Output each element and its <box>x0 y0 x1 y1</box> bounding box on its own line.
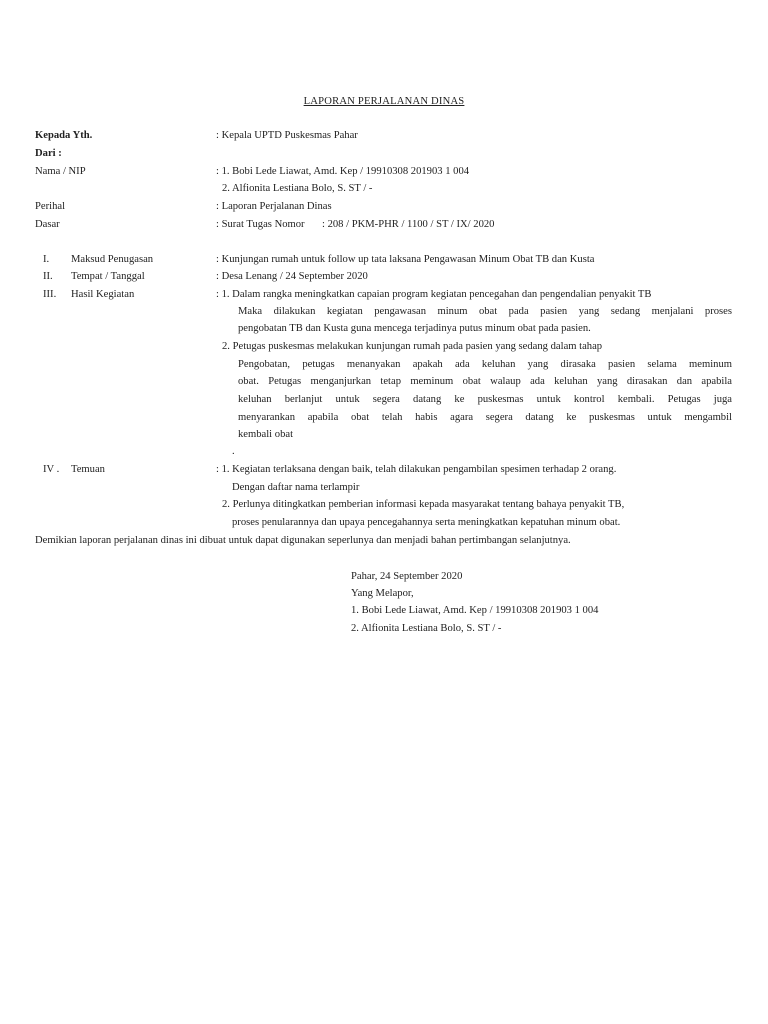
section-1-number: I. <box>43 254 50 265</box>
dari-label: Dari : <box>35 148 62 159</box>
section-3-point-2-line-6: kembali obat <box>238 429 294 440</box>
perihal-value: : Laporan Perjalanan Dinas <box>216 201 332 212</box>
signature-reporter-1: 1. Bobi Lede Liawat, Amd. Kep / 19910308 201903 1 004 <box>351 605 599 616</box>
signature-reporter-label: Yang Melapor, <box>351 588 414 599</box>
section-3-point-2-line-5: menyarankan apabila obat telah habis agara segera datang ke puskesmas untuk mengambil <box>238 412 732 423</box>
dasar-label: Dasar <box>35 219 60 230</box>
section-1-label: Maksud Penugasan <box>71 254 154 265</box>
perihal-label: Perihal <box>35 201 66 212</box>
section-3-point-1-line-1: : 1. Dalam rangka meningkatkan capaian program kegiatan pencegahan dan pengendalian penyakit TB <box>216 289 652 300</box>
section-2-value: : Desa Lenang / 24 September 2020 <box>216 271 368 282</box>
document-title: LAPORAN PERJALANAN DINAS <box>303 96 465 107</box>
section-3-point-1-line-3: pengobatan TB dan Kusta guna mencega terjadinya putus minum obat pada pasien. <box>238 323 591 334</box>
section-4-label: Temuan <box>71 464 105 475</box>
section-3-point-2-line-2: Pengobatan, petugas menanyakan apakah ada keluhan yang dirasaka pasien selama meminum <box>238 359 732 370</box>
section-2-number: II. <box>43 271 53 282</box>
section-3-trailing-dot: . <box>232 446 235 457</box>
section-3-point-1-line-2: Maka dilakukan kegiatan pengawasan minum obat pada pasien yang sedang menjalani proses <box>238 306 732 317</box>
signature-place-date: Pahar, 24 September 2020 <box>351 571 463 582</box>
nama-value-2: 2. Alfionita Lestiana Bolo, S. ST / - <box>222 183 373 194</box>
section-3-label: Hasil Kegiatan <box>71 289 135 300</box>
section-4-point-2-line-2: proses penularannya dan upaya pencegahannya serta meningkatkan kepatuhan minum obat. <box>232 517 621 528</box>
section-1-value: : Kunjungan rumah untuk follow up tata laksana Pengawasan Minum Obat TB dan Kusta <box>216 254 595 265</box>
closing-paragraph: Demikian laporan perjalanan dinas ini dibuat untuk dapat digunakan seperlunya dan menjadi bahan pertimbangan selanjutnya. <box>35 535 571 546</box>
kepada-value: : Kepala UPTD Puskesmas Pahar <box>216 130 358 141</box>
section-3-point-2-line-1: 2. Petugas puskesmas melakukan kunjungan rumah pada pasien yang sedang dalam tahap <box>222 341 603 352</box>
section-3-number: III. <box>43 289 57 300</box>
section-3-point-2-line-4: keluhan berlanjut untuk segera datang ke puskesmas untuk kontrol kembali. Petugas juga <box>238 394 732 405</box>
section-4-point-2-line-1: 2. Perlunya ditingkatkan pemberian informasi kepada masyarakat tentang bahaya penyakit TB, <box>222 499 625 510</box>
section-4-point-1-line-2: Dengan daftar nama terlampir <box>232 482 360 493</box>
dasar-value-a: : Surat Tugas Nomor <box>216 219 305 230</box>
signature-reporter-2: 2. Alfionita Lestiana Bolo, S. ST / - <box>351 623 502 634</box>
section-3-point-2-line-3: obat. Petugas menganjurkan tetap meminum obat walaup ada keluhan yang dirasakan dan apabila <box>238 376 732 387</box>
section-4-point-1-line-1: : 1. Kegiatan terlaksana dengan baik, telah dilakukan pengambilan spesimen terhadap 2 orang. <box>216 464 617 475</box>
dasar-value-b: : 208 / PKM-PHR / 1100 / ST / IX/ 2020 <box>322 219 495 230</box>
kepada-label: Kepada Yth. <box>35 130 93 141</box>
nama-value-1: : 1. Bobi Lede Liawat, Amd. Kep / 19910308 201903 1 004 <box>216 166 470 177</box>
nama-label: Nama / NIP <box>35 166 86 177</box>
section-2-label: Tempat / Tanggal <box>71 271 145 282</box>
section-4-number: IV . <box>43 464 60 475</box>
